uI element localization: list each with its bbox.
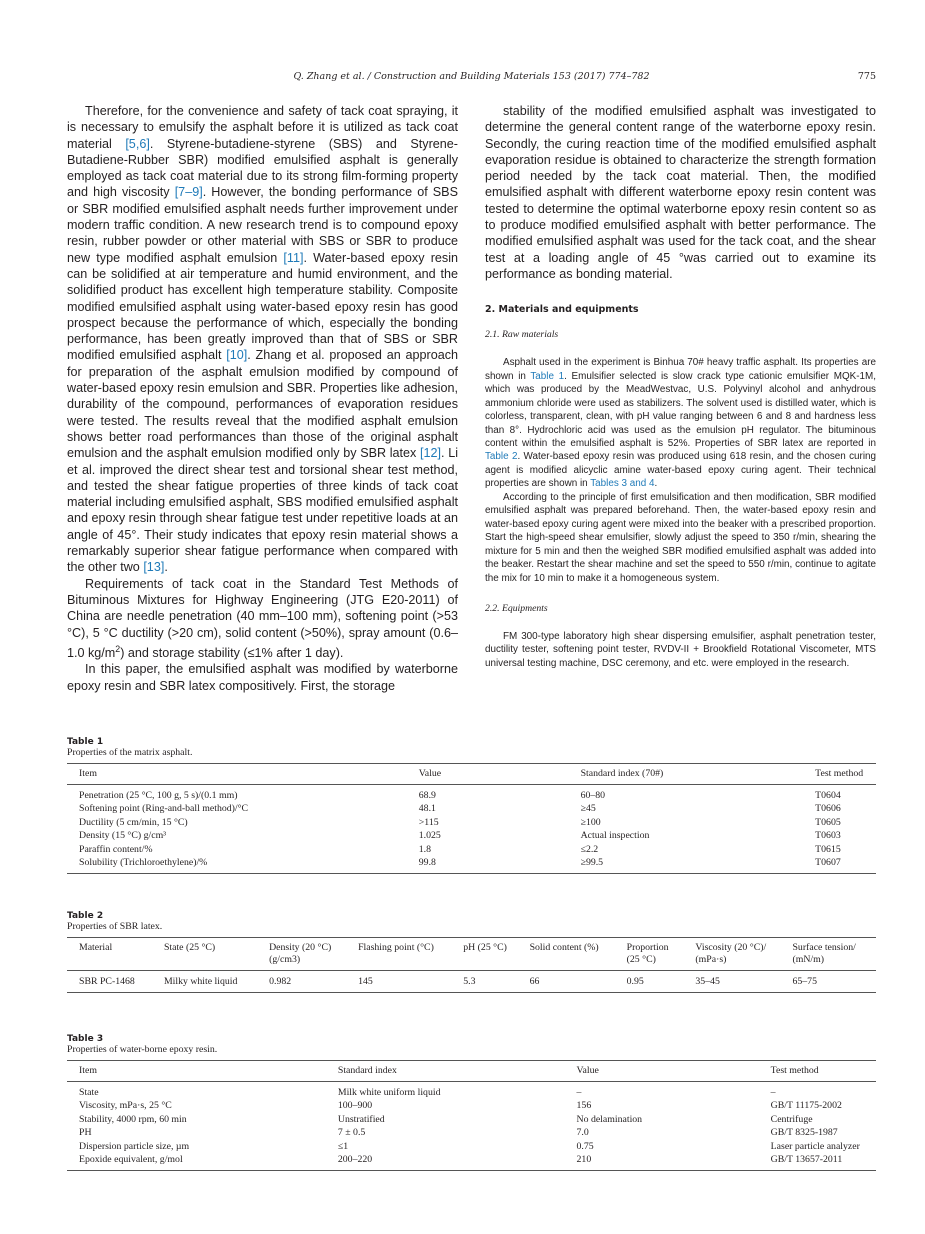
table-caption: Properties of SBR latex. xyxy=(67,921,163,932)
table-row xyxy=(67,1082,876,1100)
table-cell: 35–45 xyxy=(695,976,720,987)
table-cell: 145 xyxy=(358,976,373,987)
column-header: Item xyxy=(67,764,407,785)
table-cell: 100–900 xyxy=(337,1100,373,1112)
table-caption: Properties of the matrix asphalt. xyxy=(67,747,193,758)
table-cell: State xyxy=(79,1087,99,1098)
table-row xyxy=(67,829,876,842)
table-caption: Properties of water-borne epoxy resin. xyxy=(67,1044,218,1055)
column-header: Test method xyxy=(803,764,876,785)
column-header: Viscosity (20 °C)/ (mPa·s) xyxy=(683,938,780,971)
text-run: . Water-based epoxy resin was produced using 618 resin, and the chosen curing agent is modified alicyclic amine water-based epoxy curing agent. Their technical properties are shown in xyxy=(485,451,877,490)
table-cell: 99.8 xyxy=(418,857,436,869)
citation-link[interactable]: [13] xyxy=(143,560,165,575)
table-cell: T0605 xyxy=(815,816,841,828)
table-cell: GB/T 8325-1987 xyxy=(770,1127,838,1139)
table-cell: Milky white liquid xyxy=(163,976,238,987)
header-row xyxy=(67,938,876,971)
table-cell: 48.1 xyxy=(418,803,436,815)
table-cell: Softening point (Ring-and-ball method)/°C xyxy=(79,803,249,815)
table-cell: GB/T 13657-2011 xyxy=(770,1154,843,1166)
column-header: Density (20 °C) (g/cm3) xyxy=(257,938,346,971)
text-run: According to the principle of first emulsification and then modification, SBR modified emulsified asphalt was prepared beforehand. Then, the water-based epoxy resin and water-based epoxy curing agent were mixed into the beaker with a prescribed proportion. Start the high-speed shear emulsifier, slowly adjust the speed to 350 r/min, shearing the mixture for 5 min and then the weighed SBR modified emulsified asphalt was added into the beaker. Restart the shear machine and set the speed to 550 r/min, continue to agitate the mix for 10 min to make it a homogeneous system. xyxy=(485,491,876,584)
header-row xyxy=(67,1061,876,1082)
paragraph xyxy=(485,356,876,491)
table-cell: 0.95 xyxy=(626,976,644,987)
left-column xyxy=(67,103,458,694)
text-run: . Emulsifier selected is slow crack type cationic emulsifier MQK-1M, which was produced by the MeadWestvac, U.S. Polyvinyl alcohol and anhydrous ammonium chloride were used as stabilizers. The solvent used is distilled water, which is colorless, transparent, clean, with pH value ranging between 6 and 8 and hardness less than 8°. Hydrochloric acid was used as the emulsion pH regulator. The bituminous content within the emulsified asphalt is 52%. Properties of SBR latex are reported in xyxy=(485,370,876,449)
table-3 xyxy=(67,1034,876,1171)
table-row xyxy=(67,1099,876,1112)
column-header: Surface tension/ (mN/m) xyxy=(780,938,876,971)
equipments-paragraphs xyxy=(485,630,876,670)
table-cell: 60–80 xyxy=(580,790,606,801)
text-run: ) and storage stability (≤1% after 1 day). xyxy=(120,645,344,660)
table-label: Table 3 xyxy=(67,1034,104,1044)
table-cell: Unstratified xyxy=(337,1113,385,1125)
table-row xyxy=(67,816,876,829)
citation-link[interactable]: [7–9] xyxy=(174,185,203,200)
column-header: Value xyxy=(565,1061,759,1082)
data-table xyxy=(67,763,876,874)
table-cell: ≥99.5 xyxy=(580,857,604,869)
table-row xyxy=(67,802,876,815)
column-header: Proportion (25 °C) xyxy=(615,938,684,971)
data-table xyxy=(67,937,876,993)
column-header: State (25 °C) xyxy=(152,938,257,971)
table-cell: Penetration (25 °C, 100 g, 5 s)/(0.1 mm) xyxy=(79,790,238,801)
table-cell: Viscosity, mPa·s, 25 °C xyxy=(79,1100,172,1112)
table-cell: 156 xyxy=(576,1100,592,1112)
column-header: Standard index (70#) xyxy=(569,764,804,785)
text-run: In this paper, the emulsified asphalt was modified by waterborne epoxy resin and SBR latex compositively. First, the storage xyxy=(67,662,458,693)
citation-link[interactable]: [5,6] xyxy=(125,136,150,151)
table-cell: 0.75 xyxy=(576,1140,594,1152)
table-cell: ≥100 xyxy=(580,816,601,828)
section-heading: 2. Materials and equipments xyxy=(485,304,639,316)
table-cell: Actual inspection xyxy=(580,830,650,842)
text-run: Therefore, for the convenience and safety of tack coat spraying, it is necessary to emulsify the asphalt before it is utilized as tack coat material xyxy=(67,104,458,151)
table-cell: Centrifuge xyxy=(770,1113,813,1125)
table-label: Table 1 xyxy=(67,737,104,747)
table-cell: – xyxy=(576,1087,582,1098)
table-cell: T0615 xyxy=(815,843,841,855)
table-cell: T0604 xyxy=(815,790,841,801)
paragraph xyxy=(485,630,876,670)
running-header: Q. Zhang et al. / Construction and Building Materials 153 (2017) 774–782 xyxy=(293,71,650,82)
table-cell: ≤2.2 xyxy=(580,843,599,855)
text-run: . Styrene-butadiene-styrene (SBS) and Styrene-Butadiene-Rubber SBR) modified emulsified asphalt is generally employed as tack coat material due to its strong film-forming property and high viscosity xyxy=(67,136,458,200)
text-run: . Zhang et al. proposed an approach for preparation of the asphalt emulsion modified by compound of water-based epoxy resin emulsion and SBR. Properties like adhesion, durability of the compound, performances of evaporation residues were tested. The results reveal that the modified asphalt emulsion shows better road performances than those of the original asphalt emulsion and the asphalt emulsion modified only by SBR latex xyxy=(67,348,458,461)
paragraph xyxy=(485,491,876,585)
table-cell: 68.9 xyxy=(418,790,436,801)
table-cell: 200–220 xyxy=(337,1154,373,1166)
paragraph xyxy=(485,103,876,282)
table-cell: T0607 xyxy=(815,857,841,869)
text-run: . xyxy=(164,560,168,575)
table-cell: 1.025 xyxy=(418,830,441,842)
text-run: . xyxy=(654,478,658,490)
table-row xyxy=(67,843,876,856)
table-cell: 7 ± 0.5 xyxy=(337,1127,366,1139)
table-cell: GB/T 11175-2002 xyxy=(770,1100,842,1112)
citation-link[interactable]: [11] xyxy=(283,250,304,265)
text-run: Requirements of tack coat in the Standard Test Methods of Bituminous Mixtures for Highway Engineering (JTG E20-2011) of China are needle penetration (40 mm–100 mm), softening point (>53 °C), 5 °C ductility (>20 cm), solid content (>50%), spray amount (0.6–1.0 kg/m xyxy=(67,576,458,660)
table-cell: T0606 xyxy=(815,803,841,815)
table-cell: Dispersion particle size, µm xyxy=(79,1140,190,1152)
table-cell: ≥45 xyxy=(580,803,596,815)
citation-link[interactable]: [12] xyxy=(420,446,442,461)
header-row xyxy=(67,764,876,785)
table-cell: ≤1 xyxy=(337,1140,349,1152)
table-cell: >115 xyxy=(418,816,439,828)
text-run: stability of the modified emulsified asphalt was investigated to determine the general content range of the waterborne epoxy resin. Secondly, the curing reaction time of the modified emulsified asphalt evaporation residue is obtained to characterize the strength formation period needed by the tack coat material. Then, the modified emulsified asphalt with different waterborne epoxy resin content was tested to determine the optimal waterborne epoxy resin content so as to produce modified emulsified asphalt with better performance. The modified emulsified asphalt was used for the tack coat, and the shear test at a loading angle of 45 °was carried out to examine its performance as bonding material. xyxy=(485,104,876,281)
citation-link[interactable]: Tables 3 and 4 xyxy=(590,478,655,490)
text-run: FM 300-type laboratory high shear dispersing emulsifier, asphalt penetration tester, ductility tester, softening point tester, RVDV-II + Brookfield Rotational Viscometer, MTS universal testing machine, DSC ceremony, and etc. were employed in the research. xyxy=(485,630,876,669)
table-row xyxy=(67,1126,876,1139)
left-paragraphs xyxy=(67,103,458,694)
table-cell: Laser particle analyzer xyxy=(770,1140,860,1152)
table-row xyxy=(67,971,876,993)
table-cell: PH xyxy=(79,1127,92,1139)
table-row xyxy=(67,1113,876,1126)
column-header: Solid content (%) xyxy=(518,938,615,971)
table-cell: SBR PC-1468 xyxy=(79,976,135,987)
column-header: Item xyxy=(67,1061,326,1082)
table-cell: – xyxy=(770,1087,776,1098)
table-1 xyxy=(67,737,876,874)
table-cell: Ductility (5 cm/min, 15 °C) xyxy=(79,816,188,828)
table-cell: No delamination xyxy=(576,1113,643,1125)
table-cell: T0603 xyxy=(815,830,841,842)
table-cell: 0.982 xyxy=(269,976,292,987)
right-column xyxy=(485,103,876,670)
table-cell: 65–75 xyxy=(792,976,817,987)
text-run: . Water-based epoxy resin can be solidified at air temperature and humid environment, and the solidified product has excellent high temperature stability. Composite modified emulsified asphalt using water-based epoxy resin has good prospect because the performance of which, especially the bonding performance, has been greatly improved than that of SBS or SBR modified emulsified asphalt xyxy=(67,250,458,363)
column-header: Test method xyxy=(759,1061,876,1082)
raw-materials-paragraphs xyxy=(485,356,876,585)
paragraph xyxy=(67,103,458,576)
subsection-heading-equipments: 2.2. Equipments xyxy=(485,602,548,614)
paragraph xyxy=(67,576,458,662)
text-run: . Li et al. improved the direct shear test and torsional shear test method, and tested the shear fatigue properties of three kinds of tack coat material including emulsified asphalt, SBS modified emulsified asphalt and epoxy resin through shear fatigue test under repetitive loads at an angle of 45°. Their study indicates that epoxy resin material shows a remarkably superior shear fatigue performance when compared with the other two xyxy=(67,446,458,575)
superscript: 2 xyxy=(115,643,121,654)
page-number: 775 xyxy=(857,71,876,82)
table-cell: Paraffin content/% xyxy=(79,843,153,855)
paragraph xyxy=(67,661,458,694)
table-row xyxy=(67,1140,876,1153)
table-cell: 1.8 xyxy=(418,843,432,855)
table-cell: 5.3 xyxy=(463,976,476,987)
table-cell: 210 xyxy=(576,1154,592,1166)
citation-link[interactable]: Table 1 xyxy=(530,370,565,382)
table-cell: Milk white uniform liquid xyxy=(337,1087,441,1098)
subsection-heading-raw-materials: 2.1. Raw materials xyxy=(485,329,559,341)
table-label: Table 2 xyxy=(67,911,104,921)
table-row xyxy=(67,785,876,803)
table-row xyxy=(67,1153,876,1171)
table-cell: Stability, 4000 rpm, 60 min xyxy=(79,1113,187,1125)
table-cell: Density (15 °C) g/cm³ xyxy=(79,830,167,842)
column-header: pH (25 °C) xyxy=(451,938,517,971)
intro-paragraphs xyxy=(485,103,876,282)
table-cell: Epoxide equivalent, g/mol xyxy=(79,1154,183,1166)
table-row xyxy=(67,856,876,874)
text-run: Asphalt used in the experiment is Binhua 70# heavy traffic asphalt. Its properties are shown in xyxy=(485,357,876,382)
citation-link[interactable]: [10] xyxy=(226,348,248,363)
table-cell: 7.0 xyxy=(576,1127,589,1139)
table-2 xyxy=(67,911,876,993)
citation-link[interactable]: Table 2 xyxy=(485,451,518,463)
column-header: Standard index xyxy=(326,1061,565,1082)
data-table xyxy=(67,1060,876,1171)
column-header: Material xyxy=(67,938,152,971)
table-cell: Solubility (Trichloroethylene)/% xyxy=(79,857,208,869)
table-cell: 66 xyxy=(529,976,540,987)
text-run: . However, the bonding performance of SBS or SBR modified emulsified asphalt needs further improvement under modern traffic condition. A new research trend is to compound epoxy resin, rubber powder or other material with SBS or SBR to produce new type modified asphalt emulsion xyxy=(67,185,458,265)
column-header: Flashing point (°C) xyxy=(346,938,451,971)
column-header: Value xyxy=(407,764,569,785)
